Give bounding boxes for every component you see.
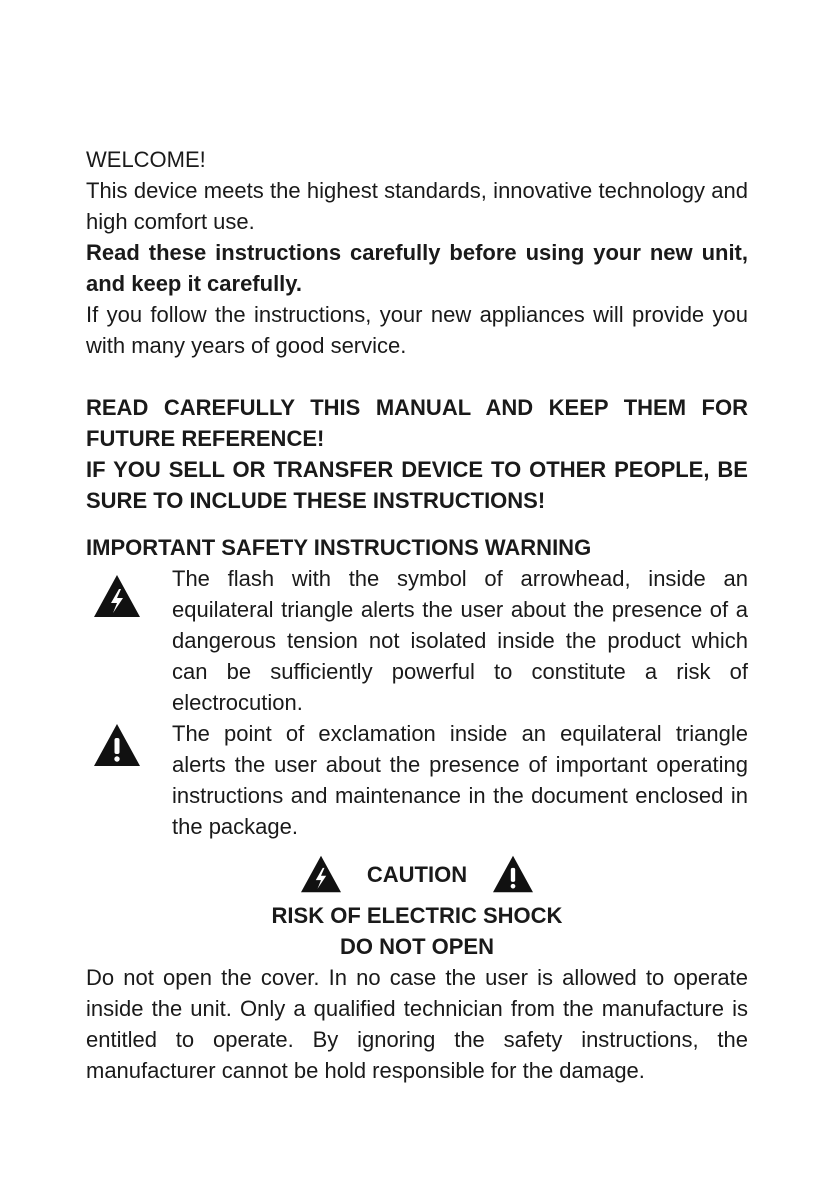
caution-banner bbox=[86, 854, 748, 894]
page-content bbox=[86, 144, 748, 1086]
service-note: If you follow the instructions, your new appliances will provide you with many years of good service. bbox=[86, 302, 748, 358]
lightning-warning-icon bbox=[92, 573, 142, 619]
read-instructions-notice: Read these instructions carefully before using your new unit, and keep it carefully. bbox=[86, 240, 748, 296]
safety-heading: IMPORTANT SAFETY INSTRUCTIONS WARNING bbox=[86, 535, 592, 560]
flash-warning bbox=[86, 563, 748, 718]
welcome-heading: WELCOME! bbox=[86, 147, 206, 172]
exclamation-warning-icon bbox=[92, 722, 142, 768]
shock-risk-line: RISK OF ELECTRIC SHOCK bbox=[271, 903, 563, 928]
caution-body: Do not open the cover. In no case the user is allowed to operate inside the unit. Only a qualified technician from the manufacture is entitled to operate. By ignoring the safety instructions, the manufacturer cannot be hold responsible for the damage. bbox=[86, 965, 748, 1083]
keep-manual-notice: READ CAREFULLY THIS MANUAL AND KEEP THEM FOR FUTURE REFERENCE! bbox=[86, 395, 748, 451]
flash-warning-text: The flash with the symbol of arrowhead, inside an equilateral triangle alerts the user about the presence of a dangerous tension not isolated inside the product which can be sufficiently powerful to constitute a risk of electrocution. bbox=[172, 566, 748, 715]
transfer-notice: IF YOU SELL OR TRANSFER DEVICE TO OTHER PEOPLE, BE SURE TO INCLUDE THESE INSTRUCTIONS! bbox=[86, 457, 748, 513]
caution-label: CAUTION bbox=[366, 861, 468, 887]
exclamation-warning-icon bbox=[489, 854, 537, 894]
lightning-warning-icon bbox=[297, 854, 345, 894]
welcome-intro: This device meets the highest standards, innovative technology and high comfort use. bbox=[86, 178, 748, 234]
exclamation-warning-text: The point of exclamation inside an equilateral triangle alerts the user about the presence of important operating instructions and maintenance in the document enclosed in the package. bbox=[172, 721, 748, 839]
do-not-open-line: DO NOT OPEN bbox=[339, 934, 494, 959]
exclamation-warning bbox=[86, 718, 748, 842]
